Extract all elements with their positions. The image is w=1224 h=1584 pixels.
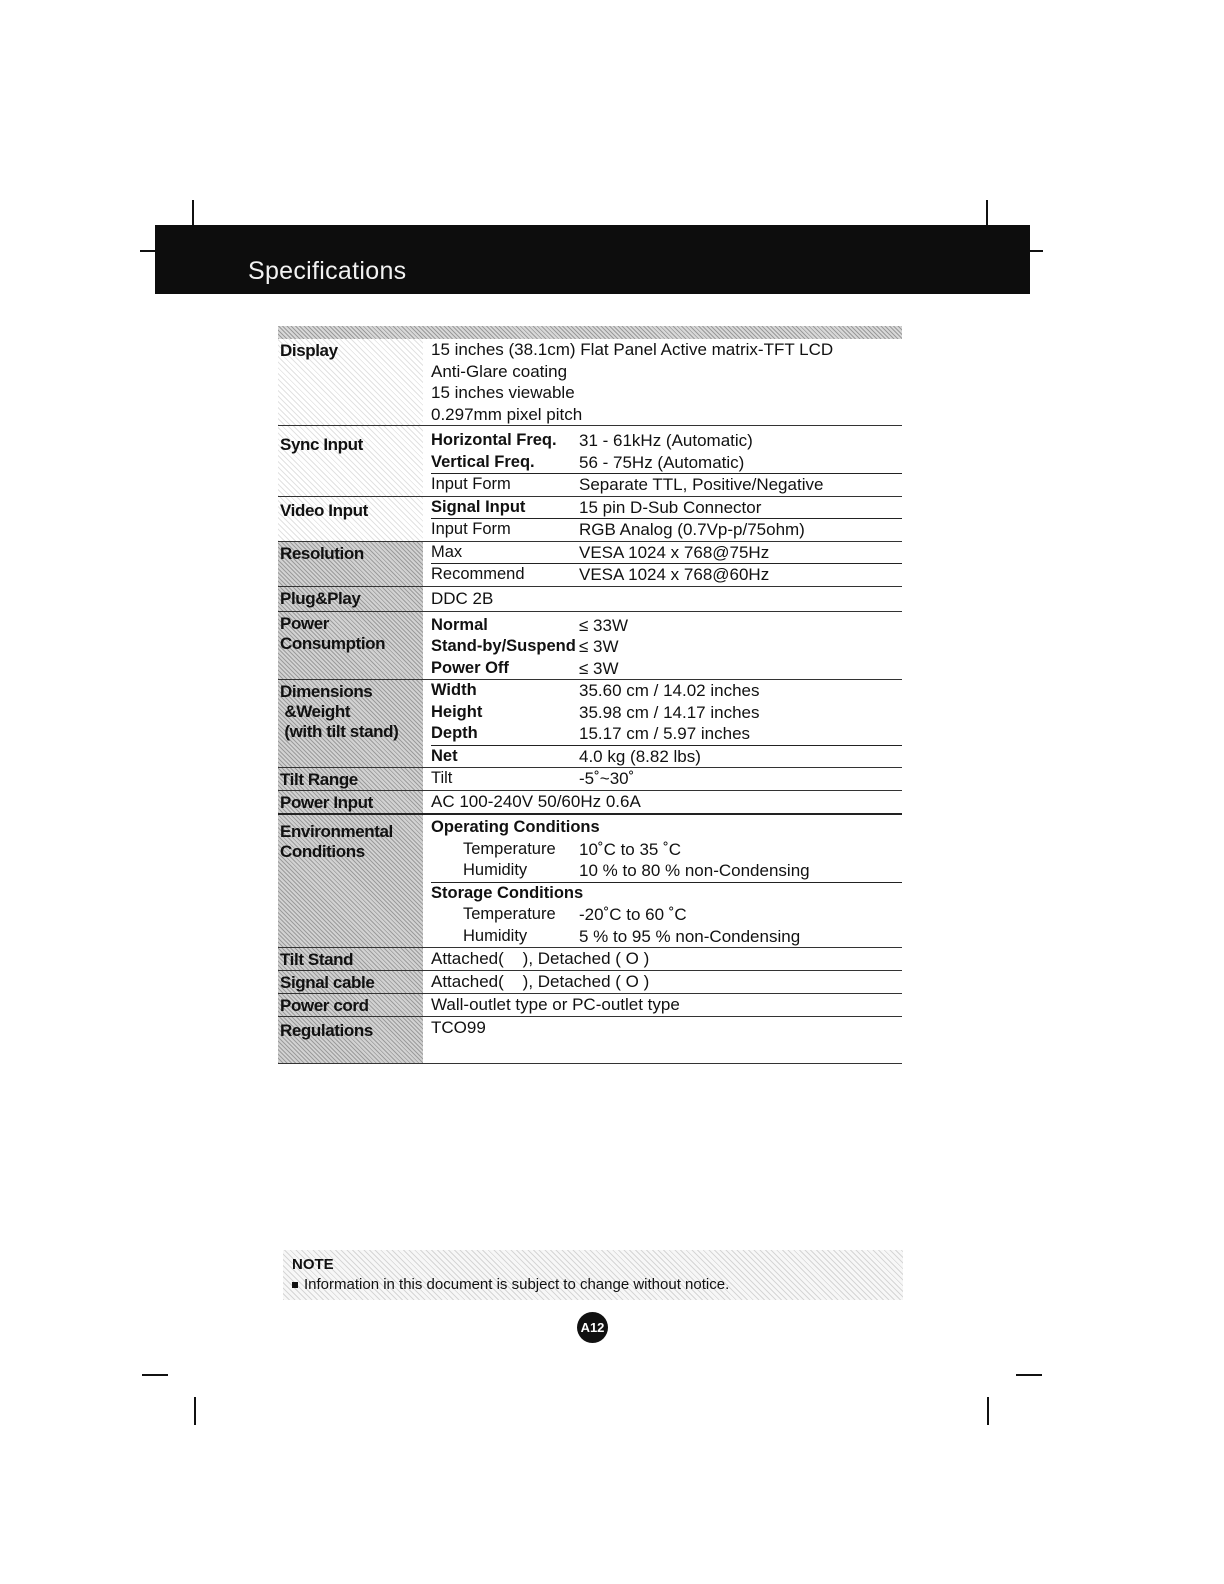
- sub-value: RGB Analog (0.7Vp-p/75ohm): [579, 520, 805, 539]
- sub-key: Power Off: [431, 658, 509, 677]
- header-bar: [155, 225, 1030, 294]
- sub-key: Depth: [431, 724, 478, 742]
- sub-row: [431, 519, 902, 541]
- sub-value: VESA 1024 x 768@75Hz: [579, 542, 770, 562]
- operating-conditions-title: Operating Conditions: [431, 818, 600, 836]
- spec-label-tilt-range: Tilt Range: [278, 768, 423, 790]
- sub-key: Max: [431, 542, 463, 561]
- plug-play-value: DDC 2B: [431, 588, 494, 608]
- spec-row-dimensions: [278, 680, 902, 768]
- sub-value: ≤ 33W: [579, 615, 629, 635]
- sub-key: Normal: [431, 615, 488, 634]
- spec-value-power-consumption: [423, 612, 902, 680]
- spec-row-signal-cable: [278, 971, 902, 994]
- sub-value: VESA 1024 x 768@60Hz: [579, 565, 770, 584]
- spec-value-display: [423, 339, 902, 425]
- spec-value-dimensions: [423, 680, 902, 767]
- spec-label-tilt-stand: Tilt Stand: [278, 948, 423, 970]
- sub-row: [431, 497, 902, 520]
- spec-label-plug-play: Plug&Play: [278, 587, 423, 611]
- display-line: 0.297mm pixel pitch: [431, 404, 583, 424]
- spec-value-tilt-range: [423, 768, 902, 790]
- sub-row: [431, 430, 902, 452]
- spec-row-power-consumption: [278, 612, 902, 681]
- sub-row: [431, 904, 902, 926]
- spec-value-environmental: [423, 815, 902, 947]
- spec-row-display: [278, 339, 902, 426]
- spec-label-resolution: Resolution: [278, 542, 423, 586]
- sub-row: [431, 615, 902, 637]
- spec-value-plug-play: [423, 587, 902, 611]
- note-line: [292, 1276, 729, 1293]
- sub-value: ≤ 3W: [579, 637, 619, 656]
- note-box: [283, 1250, 903, 1300]
- sub-value: -5˚~30˚: [579, 769, 635, 788]
- spec-row-resolution: [278, 542, 902, 587]
- sub-key: Horizontal Freq.: [431, 431, 557, 449]
- label-line: Dimensions: [280, 682, 373, 701]
- sub-value: 35.60 cm / 14.02 inches: [579, 681, 760, 700]
- sub-key: Input Form: [431, 475, 511, 493]
- crop-mark-bottom-left-vertical: [194, 1397, 196, 1425]
- sub-key: Vertical Freq.: [431, 452, 535, 471]
- spec-row-regulations: [278, 1017, 902, 1064]
- label-line: &Weight: [280, 702, 351, 721]
- tilt-stand-value: Attached( ), Detached ( O ): [431, 949, 650, 968]
- spec-row-video-input: [278, 497, 902, 542]
- sub-value: 15 pin D-Sub Connector: [579, 497, 762, 517]
- sub-row: [431, 702, 902, 724]
- sub-key: Tilt: [431, 769, 453, 787]
- sub-row: [431, 723, 902, 746]
- sub-row: [431, 542, 902, 565]
- sub-value: ≤ 3W: [579, 658, 619, 678]
- sub-key: Humidity: [463, 926, 528, 945]
- signal-cable-value: Attached( ), Detached ( O ): [431, 972, 650, 991]
- spec-row-tilt-range: [278, 768, 902, 791]
- sub-value: 10˚C to 35 ˚C: [579, 839, 682, 859]
- crop-mark-bottom-left-horizontal: [142, 1374, 168, 1376]
- bullet-icon: [292, 1282, 298, 1288]
- sub-value: 10 % to 80 % non-Condensing: [579, 861, 810, 880]
- sub-row: [431, 839, 902, 861]
- sub-key: Temperature: [463, 839, 556, 858]
- label-line: Environmental: [280, 822, 393, 841]
- spec-row-environmental: [278, 815, 902, 948]
- spec-label-regulations: Regulations: [278, 1017, 423, 1063]
- sub-value: 5 % to 95 % non-Condensing: [579, 926, 801, 946]
- label-line: Consumption: [280, 633, 386, 653]
- spec-label-power-input: Power Input: [278, 791, 423, 813]
- sub-row: [431, 452, 902, 475]
- sub-key: Stand-by/Suspend: [431, 637, 576, 655]
- display-line: 15 inches (38.1cm) Flat Panel Active matrix-TFT LCD: [431, 340, 834, 359]
- label-line: (with tilt stand): [280, 722, 399, 741]
- sub-row: [431, 860, 902, 883]
- spec-value-regulations: [423, 1017, 902, 1063]
- spec-label-video-input: Video Input: [278, 497, 423, 541]
- sub-key: Recommend: [431, 565, 525, 583]
- spec-value-power-input: [423, 791, 902, 813]
- sub-row: [431, 564, 902, 586]
- sub-value: 35.98 cm / 14.17 inches: [579, 702, 760, 722]
- sub-row: [431, 658, 902, 680]
- sub-key: Temperature: [463, 905, 556, 923]
- sub-key: Humidity: [463, 861, 528, 879]
- sub-row: [431, 636, 902, 658]
- spec-label-power-consumption: [278, 612, 423, 680]
- spec-label-display: Display: [278, 339, 423, 425]
- label-line: Power: [280, 613, 330, 633]
- display-line: 15 inches viewable: [431, 383, 575, 402]
- spec-value-signal-cable: [423, 971, 902, 993]
- spec-row-sync-input: [278, 426, 902, 497]
- spec-row-power-cord: [278, 994, 902, 1017]
- page-title: Specifications: [248, 257, 407, 285]
- spec-value-video-input: [423, 497, 902, 541]
- label-line: Conditions: [280, 842, 365, 861]
- spec-value-tilt-stand: [423, 948, 902, 970]
- spec-row-power-input: [278, 791, 902, 815]
- crop-mark-bottom-right-horizontal: [1016, 1374, 1042, 1376]
- sub-key: Width: [431, 681, 477, 699]
- table-top-band: [278, 326, 902, 339]
- sub-value: -20˚C to 60 ˚C: [579, 905, 687, 924]
- sub-value: 31 - 61kHz (Automatic): [579, 431, 753, 450]
- spec-label-dimensions: [278, 680, 423, 767]
- sub-key: Input Form: [431, 520, 511, 538]
- page-number-badge: A12: [577, 1312, 608, 1343]
- sub-value: Separate TTL, Positive/Negative: [579, 475, 824, 494]
- spec-value-power-cord: [423, 994, 902, 1016]
- crop-mark-top-right-horizontal: [1029, 250, 1043, 252]
- crop-mark-top-left-vertical: [192, 200, 194, 226]
- sub-value: 56 - 75Hz (Automatic): [579, 452, 745, 472]
- sub-key: Height: [431, 702, 483, 721]
- regulations-value: TCO99: [431, 1018, 486, 1037]
- sub-value: 4.0 kg (8.82 lbs): [579, 746, 701, 766]
- sub-row: [431, 680, 902, 702]
- sub-key: Net: [431, 746, 458, 765]
- sub-row: [431, 746, 902, 768]
- crop-mark-top-right-vertical: [986, 200, 988, 226]
- display-line: Anti-Glare coating: [431, 361, 568, 381]
- sub-key: Signal Input: [431, 497, 526, 516]
- sub-value: 15.17 cm / 5.97 inches: [579, 724, 751, 743]
- spec-label-signal-cable: Signal cable: [278, 971, 423, 993]
- spec-label-sync-input: Sync Input: [278, 426, 423, 496]
- spec-label-power-cord: Power cord: [278, 994, 423, 1016]
- sub-row: [431, 926, 902, 948]
- crop-mark-bottom-right-vertical: [987, 1397, 989, 1425]
- power-input-value: AC 100-240V 50/60Hz 0.6A: [431, 792, 641, 811]
- sub-row: [431, 474, 902, 496]
- note-title: NOTE: [292, 1256, 334, 1273]
- crop-mark-top-left-horizontal: [140, 250, 156, 252]
- power-cord-value: Wall-outlet type or PC-outlet type: [431, 995, 680, 1014]
- spec-table: [278, 326, 902, 1064]
- spec-value-resolution: [423, 542, 902, 586]
- spec-label-environmental: [278, 815, 423, 947]
- storage-conditions-title: Storage Conditions: [431, 883, 584, 902]
- spec-row-plug-play: [278, 587, 902, 612]
- spec-value-sync-input: [423, 426, 902, 496]
- sub-row: [431, 768, 902, 790]
- note-text: Information in this document is subject to change without notice.: [304, 1276, 730, 1293]
- spec-row-tilt-stand: [278, 948, 902, 971]
